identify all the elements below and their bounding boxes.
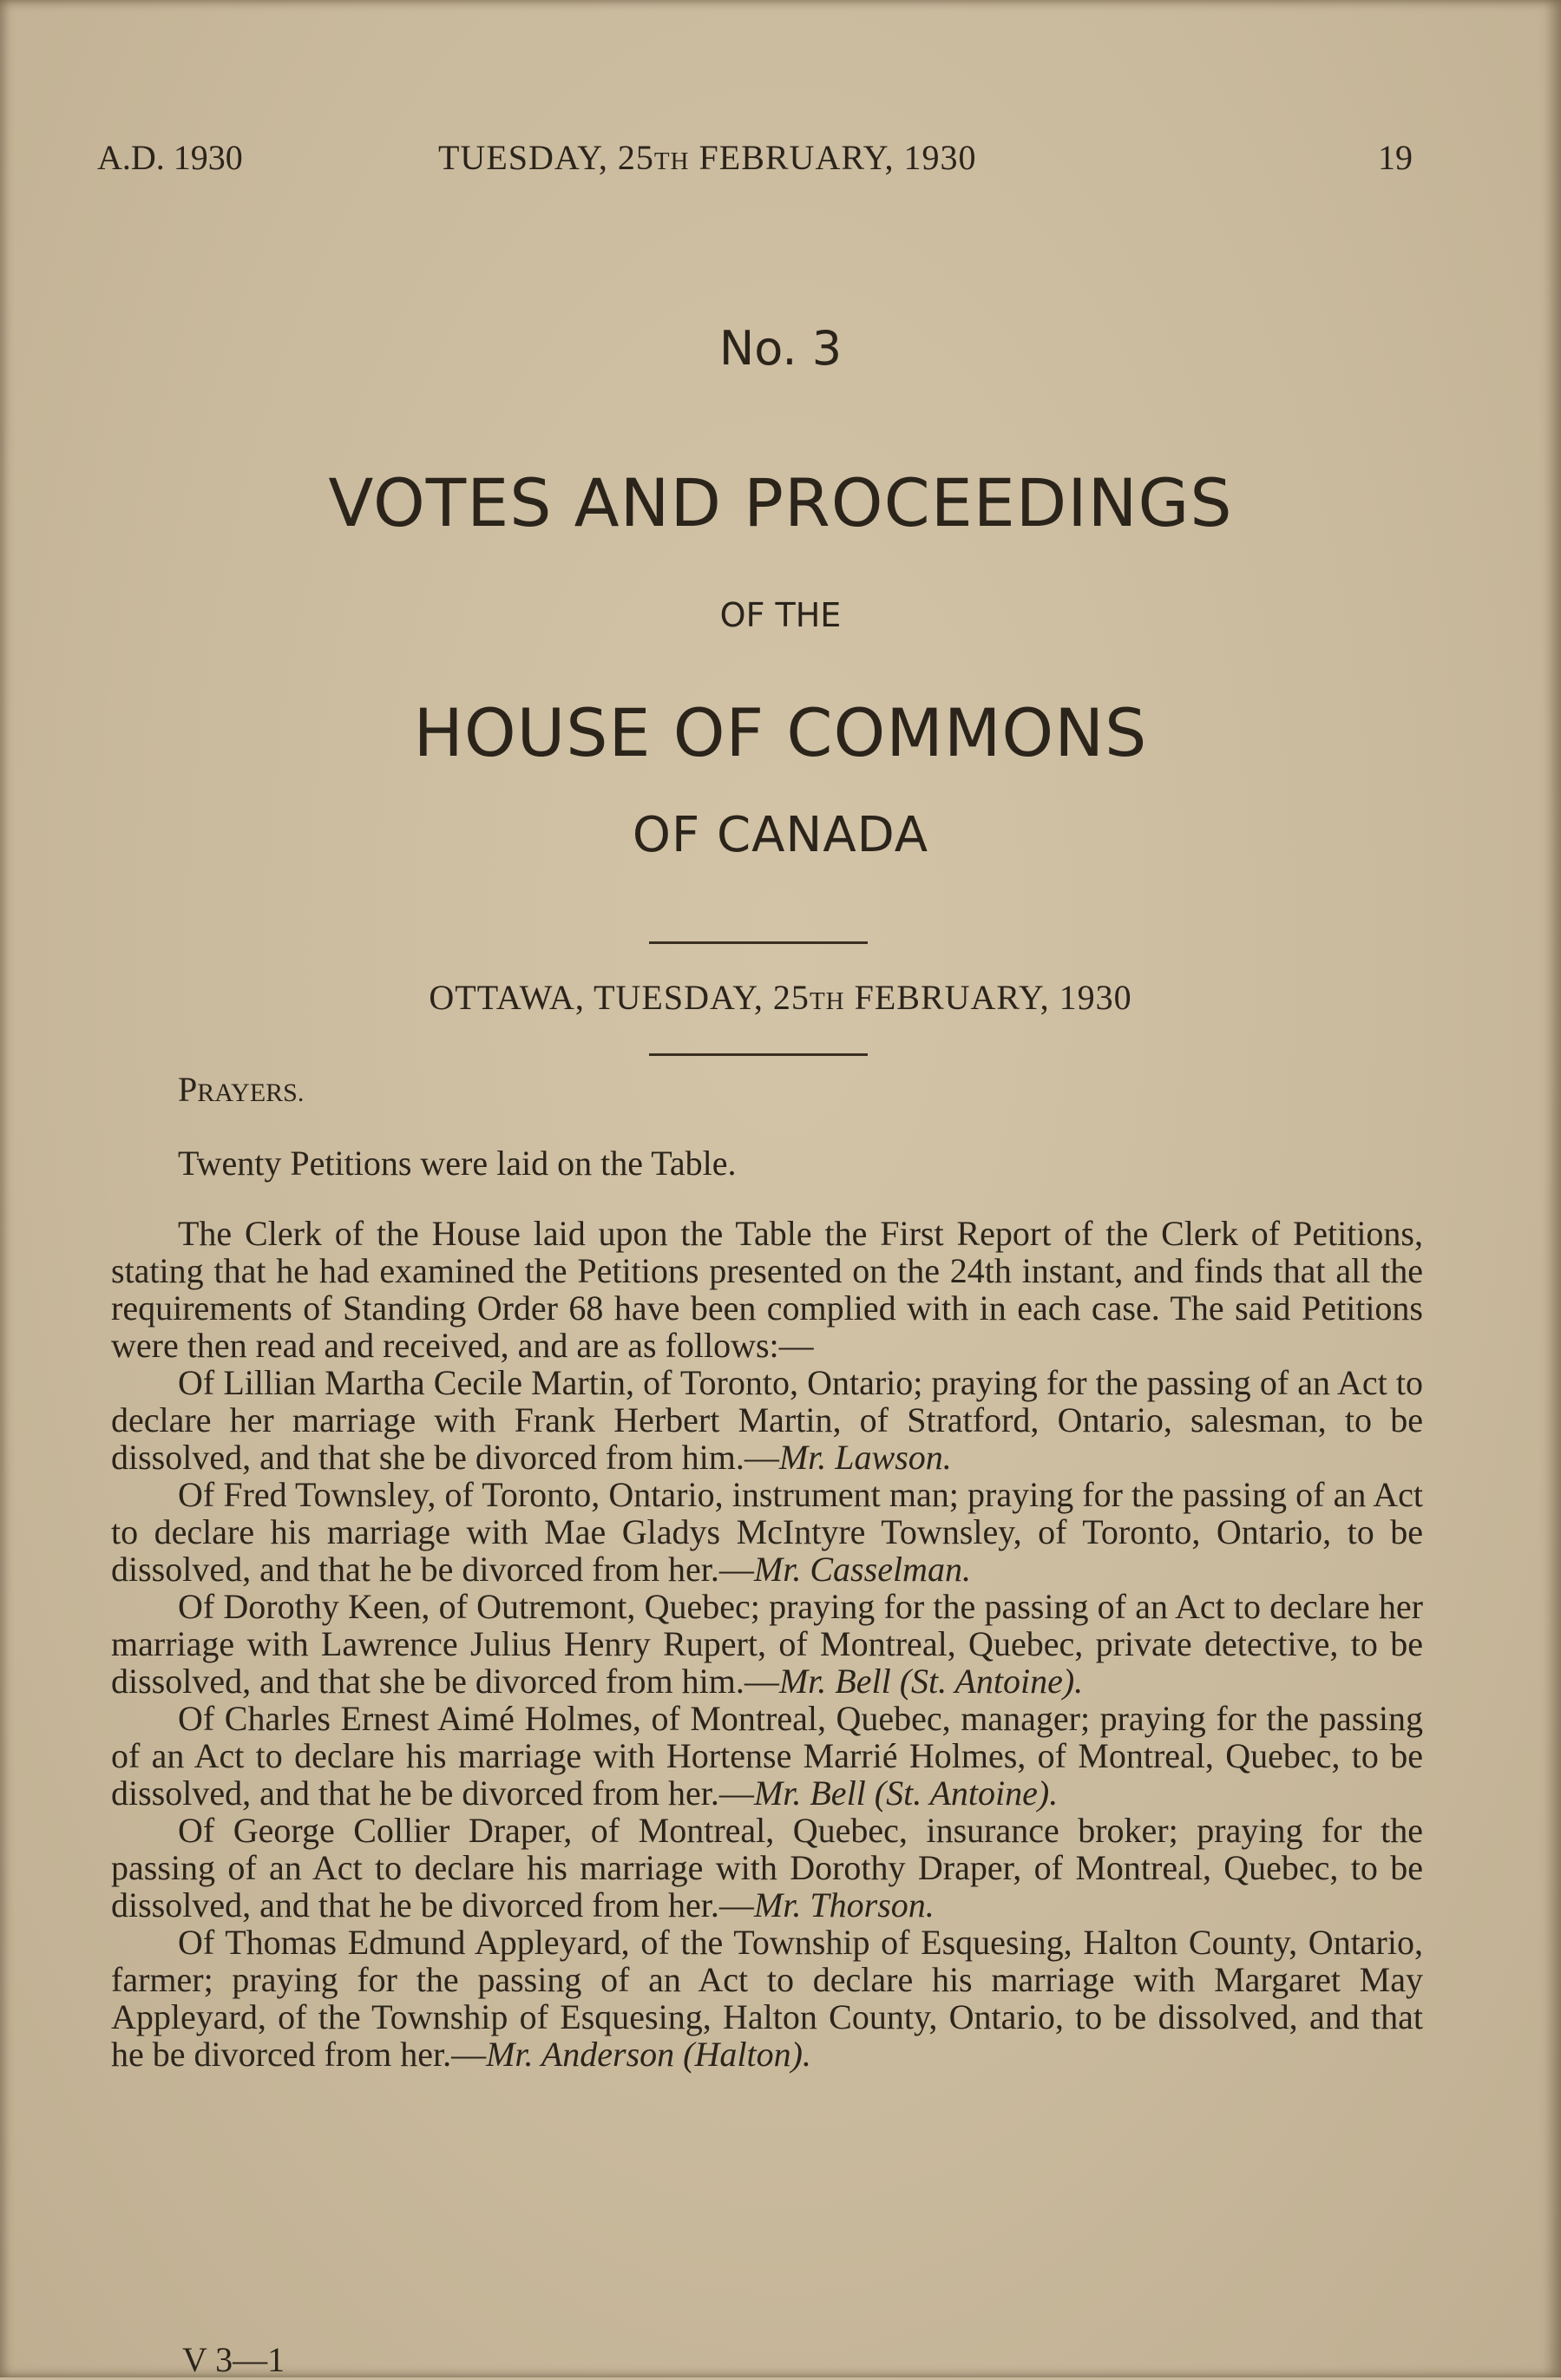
prayers-heading: [178, 1069, 304, 1110]
dateline: [0, 977, 1561, 1018]
petition-text: Of George Collier Draper, of Montreal, Quebec, insurance broker; praying for the passing of an Act to declare his marriage with Dorothy Draper, of Montreal, Quebec, to be dissolved, and that he be divorced from her.—: [111, 1811, 1423, 1924]
prayers-rest: RAYERS.: [197, 1079, 305, 1107]
petition-mover: Mr. Lawson.: [778, 1438, 952, 1477]
petition-text: Of Lillian Martha Cecile Martin, of Toronto, Ontario; praying for the passing of an Act to declare her marriage with Frank Herbert Martin, of Stratford, Ontario, salesman, to be dissolved, and that she be divorced from him.—: [111, 1363, 1423, 1477]
petition-5: [111, 1812, 1423, 1924]
page-number: 19: [1378, 138, 1413, 177]
petition-1: [111, 1364, 1423, 1476]
header-date-suffix-th: TH: [653, 148, 690, 175]
petition-text: Of Fred Townsley, of Toronto, Ontario, instrument man; praying for the passing of an Act to declare his marriage with Mae Gladys McIntyre Townsley, of Toronto, Ontario, to be dissolved, and that he be divorced from her.—: [111, 1475, 1423, 1589]
petition-2: [111, 1476, 1423, 1588]
title-votes-and-proceedings: VOTES AND PROCEEDINGS: [328, 464, 1233, 541]
dateline-th: TH: [809, 987, 845, 1015]
divider-top: [649, 941, 868, 944]
header-date: [438, 137, 977, 178]
petition-mover: Mr. Anderson (Halton).: [486, 2035, 811, 2074]
petition-4: [111, 1700, 1423, 1812]
petition-text: Of Dorothy Keen, of Outremont, Quebec; praying for the passing of an Act to declare her marriage with Lawrence Julius Henry Rupert, of Montreal, Quebec, private detective, to be dissolved, and that she be divorced from him.—: [111, 1587, 1423, 1701]
prayers-cap: P: [178, 1070, 198, 1109]
dateline-suffix: FEBRUARY, 1930: [844, 978, 1132, 1017]
divider-bottom: [649, 1053, 868, 1056]
dateline-prefix: OTTAWA, TUESDAY, 25: [429, 978, 810, 1017]
petition-text: Of Thomas Edmund Appleyard, of the Township of Esquesing, Halton County, Ontario, farmer; praying for the passing of an Act to declare his marriage with Margaret May Appleyard, of the Township of Esquesing, Halton County, Ontario, to be dissolved, and that he be divorced from her.—: [111, 1923, 1423, 2074]
signature-mark: V 3—1: [182, 2340, 285, 2379]
header-date-prefix: TUESDAY, 25: [438, 138, 654, 177]
report-paragraph: The Clerk of the House laid upon the Table the First Report of the Clerk of Petitions, stating that he had examined the Petitions presented on the 24th instant, and finds that all the requirements of Standing Order 68 have been complied with in each case. The said Petitions were then read and received, and are as follows:—: [111, 1214, 1423, 1365]
petition-mover: Mr. Thorson.: [753, 1885, 935, 1924]
header-date-suffix: FEBRUARY, 1930: [689, 138, 977, 177]
header-year: A.D. 1930: [97, 138, 243, 177]
title-of-canada: OF CANADA: [632, 807, 929, 863]
petitions-laid: Twenty Petitions were laid on the Table.: [178, 1144, 737, 1183]
petition-3: [111, 1588, 1423, 1700]
petition-6: [111, 1924, 1423, 2073]
issue-number: No. 3: [718, 321, 843, 376]
petition-mover: Mr. Bell (St. Antoine).: [753, 1774, 1059, 1813]
title-of-the: OF THE: [719, 596, 842, 634]
petition-mover: Mr. Bell (St. Antoine).: [778, 1662, 1084, 1701]
body-text: [111, 1215, 1423, 2073]
title-house-of-commons: HOUSE OF COMMONS: [413, 694, 1148, 771]
petition-mover: Mr. Casselman.: [753, 1550, 971, 1589]
petition-text: Of Charles Ernest Aimé Holmes, of Montreal, Quebec, manager; praying for the passing of an Act to declare his marriage with Hortense Marrié Holmes, of Montreal, Quebec, to be dissolved, and that he be divorced from her.—: [111, 1699, 1423, 1813]
